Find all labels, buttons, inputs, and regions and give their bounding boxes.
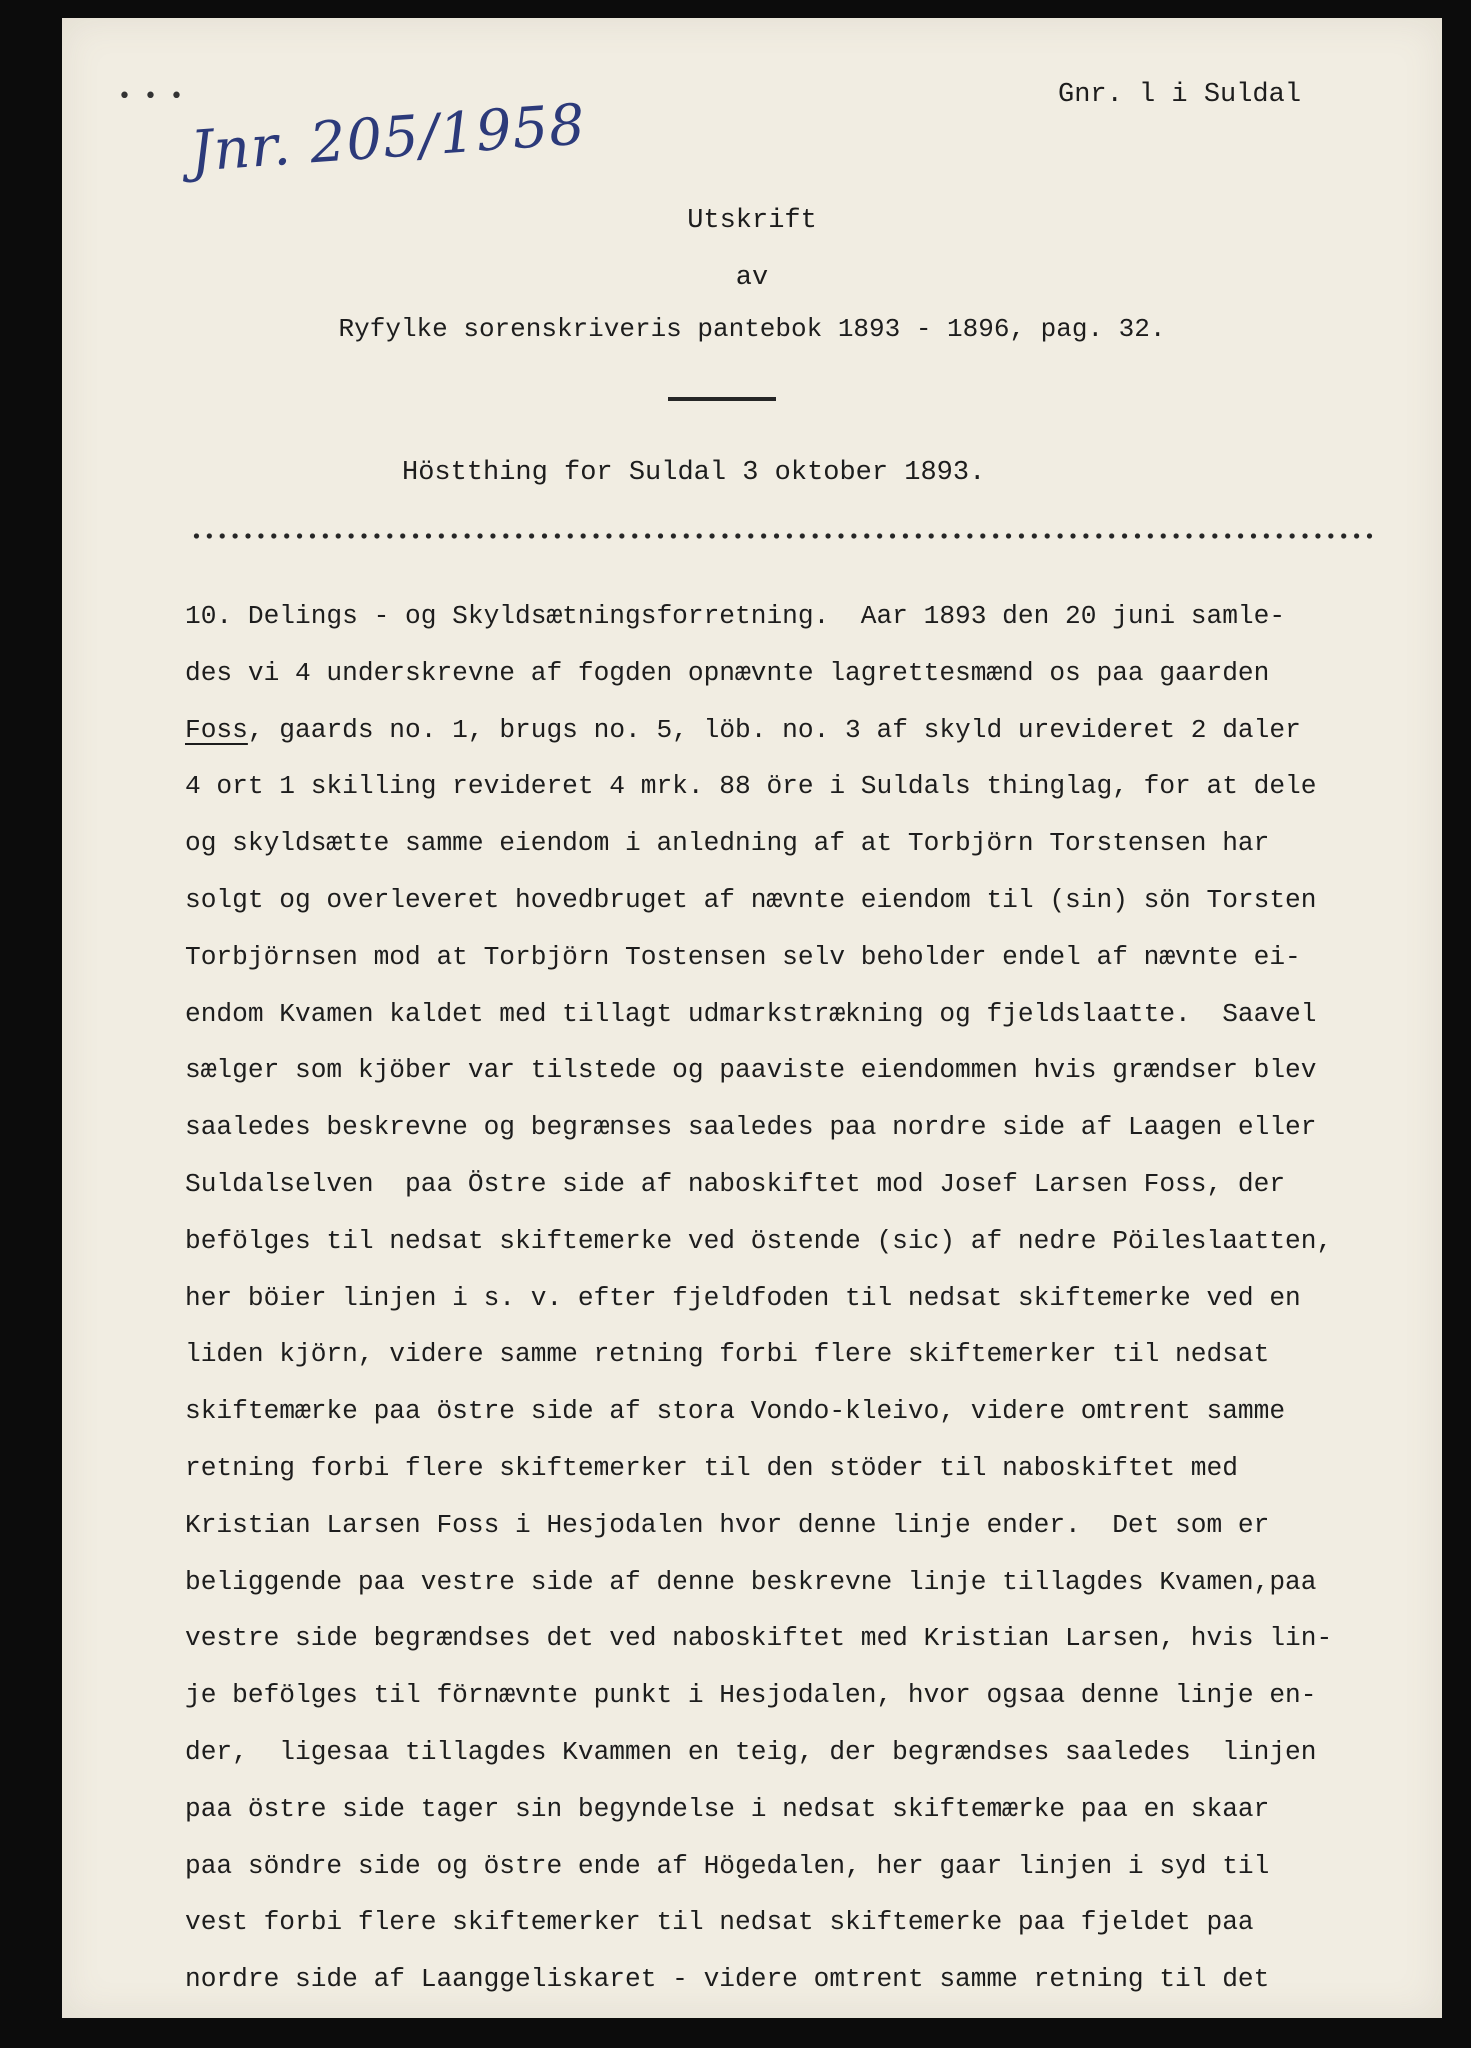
body-line: Torbjörnsen mod at Torbjörn Tostensen selv beholder endel af nævnte ei- [185, 941, 1301, 972]
margin-marks: • • • [118, 84, 186, 109]
session-heading: Höstthing for Suldal 3 oktober 1893. [402, 458, 986, 488]
body-line: og skyldsætte samme eiendom i anledning af at Torbjörn Torstensen har [185, 828, 1270, 859]
body-line: skiftemærke paa östre side af stora Vondo-kleivo, videre omtrent samme [185, 1396, 1286, 1427]
body-line: Foss, gaards no. 1, brugs no. 5, löb. no. 3 af skyld urevideret 2 daler [185, 714, 1301, 745]
body-line: sælger som kjöber var tilstede og paaviste eiendommen hvis grændser blev [185, 1055, 1317, 1086]
body-line: nordre side af Laanggeliskaret - videre omtrent samme retning til det [185, 1964, 1270, 1995]
heading-source: Ryfylke sorenskriveris pantebok 1893 - 1896, pag. 32. [338, 314, 1166, 344]
heading-subtitle: av [735, 263, 769, 293]
body-line: beliggende paa vestre side af denne beskrevne linje tillagdes Kvamen,paa [185, 1566, 1317, 1597]
body-line: vest forbi flere skiftemerker til nedsat skiftemerke paa fjeldet paa [185, 1907, 1254, 1938]
body-line: der, ligesaa tillagdes Kvammen en teig, der begrændses saaledes linjen [185, 1736, 1317, 1767]
body-line: 10. Delings - og Skyldsætningsforretning. Aar 1893 den 20 juni samle- [185, 601, 1286, 631]
farm-reference: Gnr. l i Suldal [1058, 80, 1302, 110]
body-line: befölges til nedsat skiftemerke ved östende (sic) af nedre Pöileslaatten, [185, 1225, 1333, 1256]
body-line: her böier linjen i s. v. efter fjeldfoden til nedsat skiftemerke ved en [185, 1282, 1301, 1313]
body-line: Suldalselven paa Östre side af naboskiftet mod Josef Larsen Foss, der [185, 1168, 1286, 1199]
dotted-separator [190, 532, 1375, 540]
handwritten-journal-number: Jnr. 205/1958 [188, 92, 588, 185]
body-line: retning forbi flere skiftemerker til den stöder til naboskiftet med [185, 1452, 1238, 1483]
body-line: des vi 4 underskrevne af fogden opnævnte lagrettesmænd os paa gaarden [185, 657, 1270, 688]
body-line: paa östre side tager sin begyndelse i nedsat skiftemærke paa en skaar [185, 1793, 1270, 1824]
heading-title: Utskrift [687, 206, 817, 236]
body-line: liden kjörn, videre samme retning forbi flere skiftemerker til nedsat [185, 1339, 1270, 1370]
body-line: je befölges til förnævnte punkt i Hesjodalen, hvor ogsaa denne linje en- [185, 1680, 1317, 1711]
heading-divider [668, 397, 776, 401]
body-line: solgt og overleveret hovedbruget af nævnte eiendom til (sin) sön Torsten [185, 884, 1317, 915]
body-line: saaledes beskrevne og begrænses saaledes paa nordre side af Laagen eller [185, 1112, 1317, 1143]
body-line: paa söndre side og östre ende af Högedalen, her gaar linjen i syd til [185, 1850, 1270, 1881]
document-body [185, 588, 1415, 2008]
document-page [62, 18, 1442, 2018]
body-line: vestre side begrændses det ved naboskiftet med Kristian Larsen, hvis lin- [185, 1623, 1333, 1654]
body-line: endom Kvamen kaldet med tillagt udmarkstrækning og fjeldslaatte. Saavel [185, 998, 1317, 1029]
body-line: 4 ort 1 skilling revideret 4 mrk. 88 öre i Suldals thinglag, for at dele [185, 771, 1317, 802]
body-line: Kristian Larsen Foss i Hesjodalen hvor denne linje ender. Det som er [185, 1509, 1270, 1540]
